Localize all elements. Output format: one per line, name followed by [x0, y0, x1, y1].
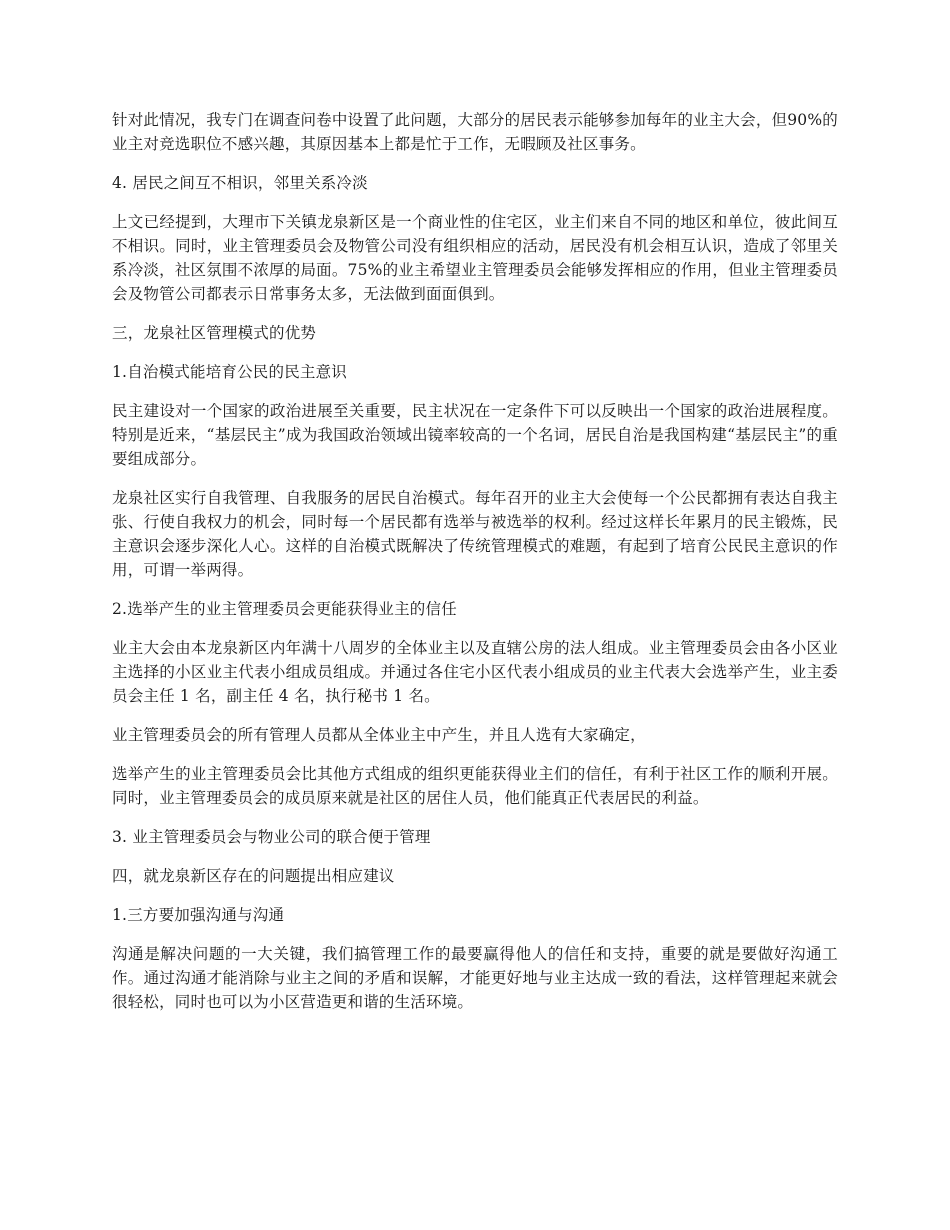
paragraph-managers: 业主管理委员会的所有管理人员都从全体业主中产生，并且人选有大家确定， [112, 726, 646, 744]
paragraph-communication: 沟通是解决问题的一大关键，我们搞管理工作的最要赢得他人的信任和支持，重要的就是要做好沟通工作。通过沟通才能消除与业主之间的矛盾和误解，才能更好地与业主达成一致的看法，这样管理起来就会很轻松，同时也可以为小区营造更和谐的生活环境。 [112, 945, 838, 1011]
heading-joint-management: 3. 业主管理委员会与物业公司的联合便于管理 [112, 828, 431, 846]
heading-neighbors: 4. 居民之间互不相识，邻里关系冷淡 [112, 174, 368, 192]
section-heading-suggestions: 四，就龙泉新区存在的问题提出相应建议 [112, 867, 395, 885]
heading-communication: 1.三方要加强沟通与沟通 [112, 906, 285, 924]
heading-autonomy: 1.自治模式能培育公民的民主意识 [112, 363, 347, 381]
paragraph-neighbors: 上文已经提到，大理市下关镇龙泉新区是一个商业性的住宅区，业主们来自不同的地区和单位，彼此间互不相识。同时，业主管理委员会及物管公司没有组织相应的活动，居民没有机会相互认识，造成了邻里关系冷淡，社区氛围不浓厚的局面。75%的业主希望业主管理委员会能够发挥相应的作用，但业主管理委员会及物管公司都表示日常事务太多，无法做到面面俱到。 [112, 213, 838, 303]
paragraph-vote-interest: 针对此情况，我专门在调查问卷中设置了此问题，大部分的居民表示能够参加每年的业主大会，但90%的业主对竞选职位不感兴趣，其原因基本上都是忙于工作，无暇顾及社区事务。 [112, 111, 838, 153]
section-heading-advantages: 三，龙泉社区管理模式的优势 [112, 324, 317, 342]
paragraph-autonomy-model: 龙泉社区实行自我管理、自我服务的居民自治模式。每年召开的业主大会使每一个公民都拥有表达自我主张、行使自我权力的机会，同时每一个居民都有选举与被选举的权利。经过这样长年累月的民主锻炼，民主意识会逐步深化人心。这样的自治模式既解决了传统管理模式的难题，有起到了培育公民民主意识的作用，可谓一举两得。 [112, 489, 838, 579]
paragraph-assembly: 业主大会由本龙泉新区内年满十八周岁的全体业主以及直辖公房的法人组成。业主管理委员会由各小区业主选择的小区业主代表小组成员组成。并通过各住宅小区代表小组成员的业主代表大会选举产生，业主委员会主任 1 名，副主任 4 名，执行秘书 1 名。 [112, 639, 838, 705]
heading-elected-committee: 2.选举产生的业主管理委员会更能获得业主的信任 [112, 600, 457, 618]
paragraph-trust: 选举产生的业主管理委员会比其他方式组成的组织更能获得业主们的信任，有利于社区工作的顺利开展。同时，业主管理委员会的成员原来就是社区的居住人员，他们能真正代表居民的利益。 [112, 765, 838, 807]
paragraph-democracy: 民主建设对一个国家的政治进展至关重要，民主状况在一定条件下可以反映出一个国家的政治进展程度。特别是近来，“基层民主”成为我国政治领域出镜率较高的一个名词，居民自治是我国构建“基层民主”的重要组成部分。 [112, 402, 838, 468]
document-body [112, 108, 838, 1029]
